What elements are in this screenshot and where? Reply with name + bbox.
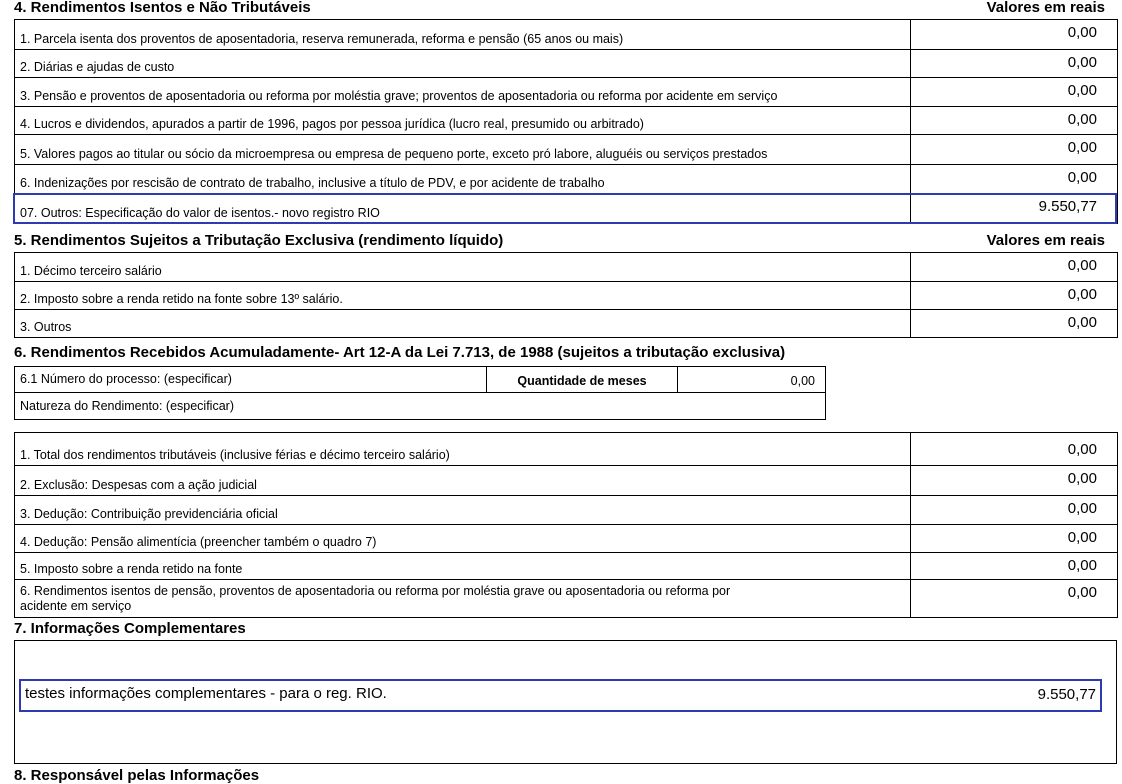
- complementary-info-value: 9.550,77: [1037, 686, 1096, 703]
- table-row: [15, 393, 826, 420]
- table-row: [15, 525, 1118, 553]
- row-label: 1. Décimo terceiro salário: [20, 264, 162, 278]
- section-5-title: 5. Rendimentos Sujeitos a Tributação Exclusiva (rendimento líquido): [14, 232, 504, 249]
- row-label: 6. Indenizações por rescisão de contrato de trabalho, inclusive a título de PDV, e por acidente de trabalho: [20, 176, 605, 190]
- row-label: 2. Imposto sobre a renda retido na fonte sobre 13º salário.: [20, 292, 343, 306]
- table-row: [15, 253, 1118, 282]
- table-row: [15, 466, 1118, 496]
- row-value: 0,00: [1067, 470, 1097, 487]
- table-row: [15, 496, 1118, 525]
- row-value: 0,00: [1067, 82, 1097, 99]
- section-4-table: [14, 19, 1118, 224]
- row-value: 9.550,77: [1038, 198, 1097, 215]
- section-4-title: 4. Rendimentos Isentos e Não Tributáveis: [14, 0, 311, 16]
- table-row: [15, 107, 1118, 135]
- row-value: 0,00: [1067, 257, 1097, 274]
- complementary-info-text: testes informações complementares - para o reg. RIO.: [25, 685, 387, 702]
- row-label: 4. Lucros e dividendos, apurados a partir de 1996, pagos por pessoa jurídica (lucro real, presumido ou arbitrado): [20, 117, 644, 131]
- process-number-label: 6.1 Número do processo: (especificar): [20, 372, 232, 386]
- row-value: 0,00: [1067, 139, 1097, 156]
- process-table: [14, 366, 826, 420]
- row-label: 07. Outros: Especificação do valor de isentos.- novo registro RIO: [20, 206, 380, 220]
- row-label: 3. Pensão e proventos de aposentadoria ou reforma por moléstia grave; proventos de aposentadoria ou reforma por acidente em serviço: [20, 89, 778, 103]
- row-value: 0,00: [1067, 557, 1097, 574]
- section-5-table: [14, 252, 1118, 338]
- row-value: 0,00: [1067, 286, 1097, 303]
- table-row: [15, 78, 1118, 107]
- row-label: 5. Imposto sobre a renda retido na fonte: [20, 562, 243, 576]
- months-value: 0,00: [790, 374, 815, 388]
- months-label: Quantidade de meses: [517, 374, 647, 388]
- table-row: [15, 282, 1118, 310]
- table-row: [15, 20, 1118, 50]
- row-value: 0,00: [1067, 169, 1097, 186]
- section-6-table: [14, 432, 1118, 618]
- row-label: 2. Exclusão: Despesas com a ação judicial: [20, 478, 257, 492]
- row-value: 0,00: [1067, 584, 1097, 601]
- table-row: [15, 310, 1118, 338]
- row-value: 0,00: [1067, 529, 1097, 546]
- section-4-value-header: Valores em reais: [986, 0, 1105, 16]
- table-row: [15, 50, 1118, 78]
- table-row: [15, 553, 1118, 580]
- table-row: [15, 135, 1118, 165]
- table-row: [15, 580, 1118, 618]
- row-label: 3. Dedução: Contribuição previdenciária oficial: [20, 507, 278, 521]
- row-label: 1. Parcela isenta dos proventos de aposentadoria, reserva remunerada, reforma e pensão (65 anos ou mais): [20, 32, 624, 46]
- table-row: [15, 367, 826, 393]
- row-label: 1. Total dos rendimentos tributáveis (inclusive férias e décimo terceiro salário): [20, 448, 450, 462]
- nature-label: Natureza do Rendimento: (especificar): [20, 399, 234, 413]
- table-row: [15, 194, 1118, 224]
- section-7-title: 7. Informações Complementares: [14, 620, 246, 637]
- row-label-line-1: 6. Rendimentos isentos de pensão, proventos de aposentadoria ou reforma por moléstia grave ou aposentadoria ou reforma por: [20, 584, 731, 598]
- section-8-title: 8. Responsável pelas Informações: [14, 767, 260, 784]
- table-row: [15, 433, 1118, 466]
- row-label: [20, 584, 730, 614]
- row-value: 0,00: [1067, 24, 1097, 41]
- section-5-value-header: Valores em reais: [986, 232, 1105, 249]
- row-label-line-2: acidente em serviço: [20, 599, 132, 613]
- row-label: 2. Diárias e ajudas de custo: [20, 60, 175, 74]
- row-value: 0,00: [1067, 314, 1097, 331]
- complementary-info-box: [14, 640, 1117, 764]
- row-label: 4. Dedução: Pensão alimentícia (preencher também o quadro 7): [20, 535, 377, 549]
- row-value: 0,00: [1067, 500, 1097, 517]
- section-6-title: 6. Rendimentos Recebidos Acumuladamente- Art 12-A da Lei 7.713, de 1988 (sujeitos a tributação exclusiva): [14, 344, 786, 361]
- row-label: 3. Outros: [20, 320, 72, 334]
- row-label: 5. Valores pagos ao titular ou sócio da microempresa ou empresa de pequeno porte, exceto pró labore, aluguéis ou serviços prestados: [20, 147, 768, 161]
- table-row: [15, 165, 1118, 194]
- row-value: 0,00: [1067, 54, 1097, 71]
- row-value: 0,00: [1067, 111, 1097, 128]
- row-value: 0,00: [1067, 441, 1097, 458]
